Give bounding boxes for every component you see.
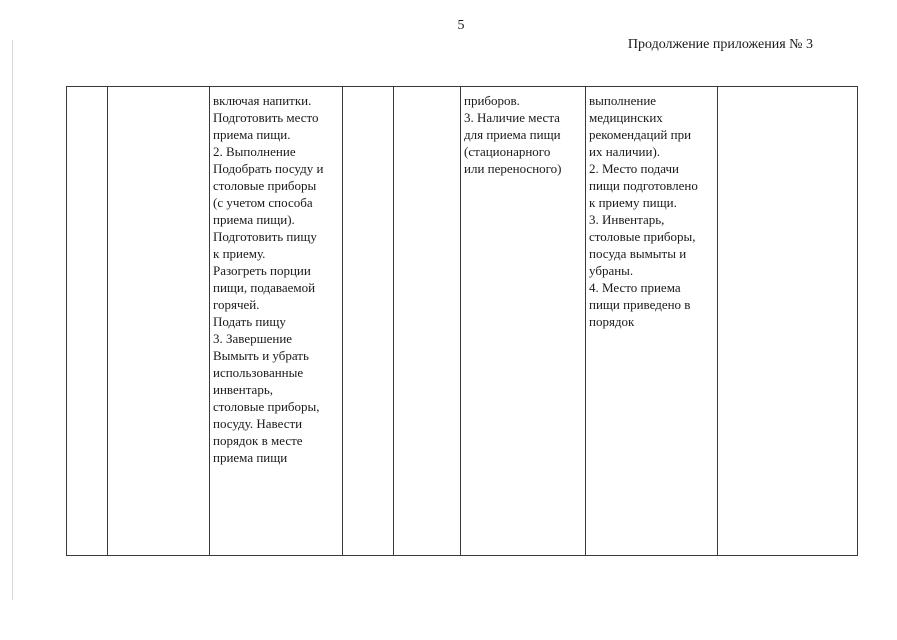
cell-text-line: Подобрать посуду и — [213, 161, 324, 176]
cell-text-line: к приему пищи. — [589, 195, 677, 210]
page-number: 5 — [457, 18, 465, 33]
cell-text-line: 3. Наличие места — [464, 110, 560, 125]
cell-text-line: столовые приборы — [213, 178, 317, 193]
cell-text-line: приема пищи. — [213, 127, 291, 142]
cell-text-line: пищи, подаваемой — [213, 280, 316, 295]
cell-text-line: 2. Выполнение — [213, 144, 296, 159]
table-cell-col3 — [210, 87, 343, 556]
cell-text-line: посуду. Навести — [213, 416, 303, 431]
table-cell-col7 — [586, 87, 718, 556]
cell-text-line: пищи приведено в — [589, 297, 691, 312]
cell-text-line: столовые приборы, — [213, 399, 320, 414]
cell-text-line: рекомендаций при — [589, 127, 692, 142]
cell-text-line: пищи подготовлено — [589, 178, 698, 193]
table-cell-col6 — [461, 87, 586, 556]
cell-text-line: посуда вымыты и — [589, 246, 687, 261]
cell-text-line: 2. Место подачи — [589, 161, 679, 176]
cell-text-line: приборов. — [464, 93, 520, 108]
cell-text-line: инвентарь, — [213, 382, 273, 397]
cell-text-line: порядок — [589, 314, 635, 329]
appendix-table — [66, 86, 858, 556]
cell-text-line: (стационарного — [464, 144, 551, 159]
cell-text-line: (с учетом способа — [213, 195, 313, 210]
margin-rule — [12, 40, 13, 600]
cell-text-line: 3. Инвентарь, — [589, 212, 665, 227]
table-cell-col2 — [108, 87, 210, 556]
cell-text-line: к приему. — [213, 246, 266, 261]
table-cell-col1 — [67, 87, 108, 556]
cell-text-line: убраны. — [589, 263, 634, 278]
cell-text-line: включая напитки. — [213, 93, 312, 108]
cell-text-line: столовые приборы, — [589, 229, 696, 244]
cell-text-line: порядок в месте — [213, 433, 303, 448]
cell-text-line: Разогреть порции — [213, 263, 311, 278]
cell-text-line: Подать пищу — [213, 314, 286, 329]
cell-text-line: для приема пищи — [464, 127, 561, 142]
cell-text-line: использованные — [213, 365, 304, 380]
cell-text-line: 3. Завершение — [213, 331, 293, 346]
cell-text-line: или переносного) — [464, 161, 562, 176]
cell-text-line: Вымыть и убрать — [213, 348, 309, 363]
table-cell-col5 — [394, 87, 461, 556]
cell-text-line: 4. Место приема — [589, 280, 681, 295]
cell-text-line: медицинских — [589, 110, 663, 125]
cell-text-line: выполнение — [589, 93, 657, 108]
cell-text-line: их наличии). — [589, 144, 661, 159]
table-row — [67, 87, 858, 556]
appendix-caption: Продолжение приложения № 3 — [627, 37, 813, 52]
table-cell-col8 — [718, 87, 858, 556]
cell-text-line: приема пищи). — [213, 212, 295, 227]
cell-text-line: Подготовить пищу — [213, 229, 317, 244]
cell-text-line: горячей. — [213, 297, 260, 312]
cell-text-line: Подготовить место — [213, 110, 319, 125]
table-cell-col4 — [343, 87, 394, 556]
cell-text-line: приема пищи — [213, 450, 288, 465]
